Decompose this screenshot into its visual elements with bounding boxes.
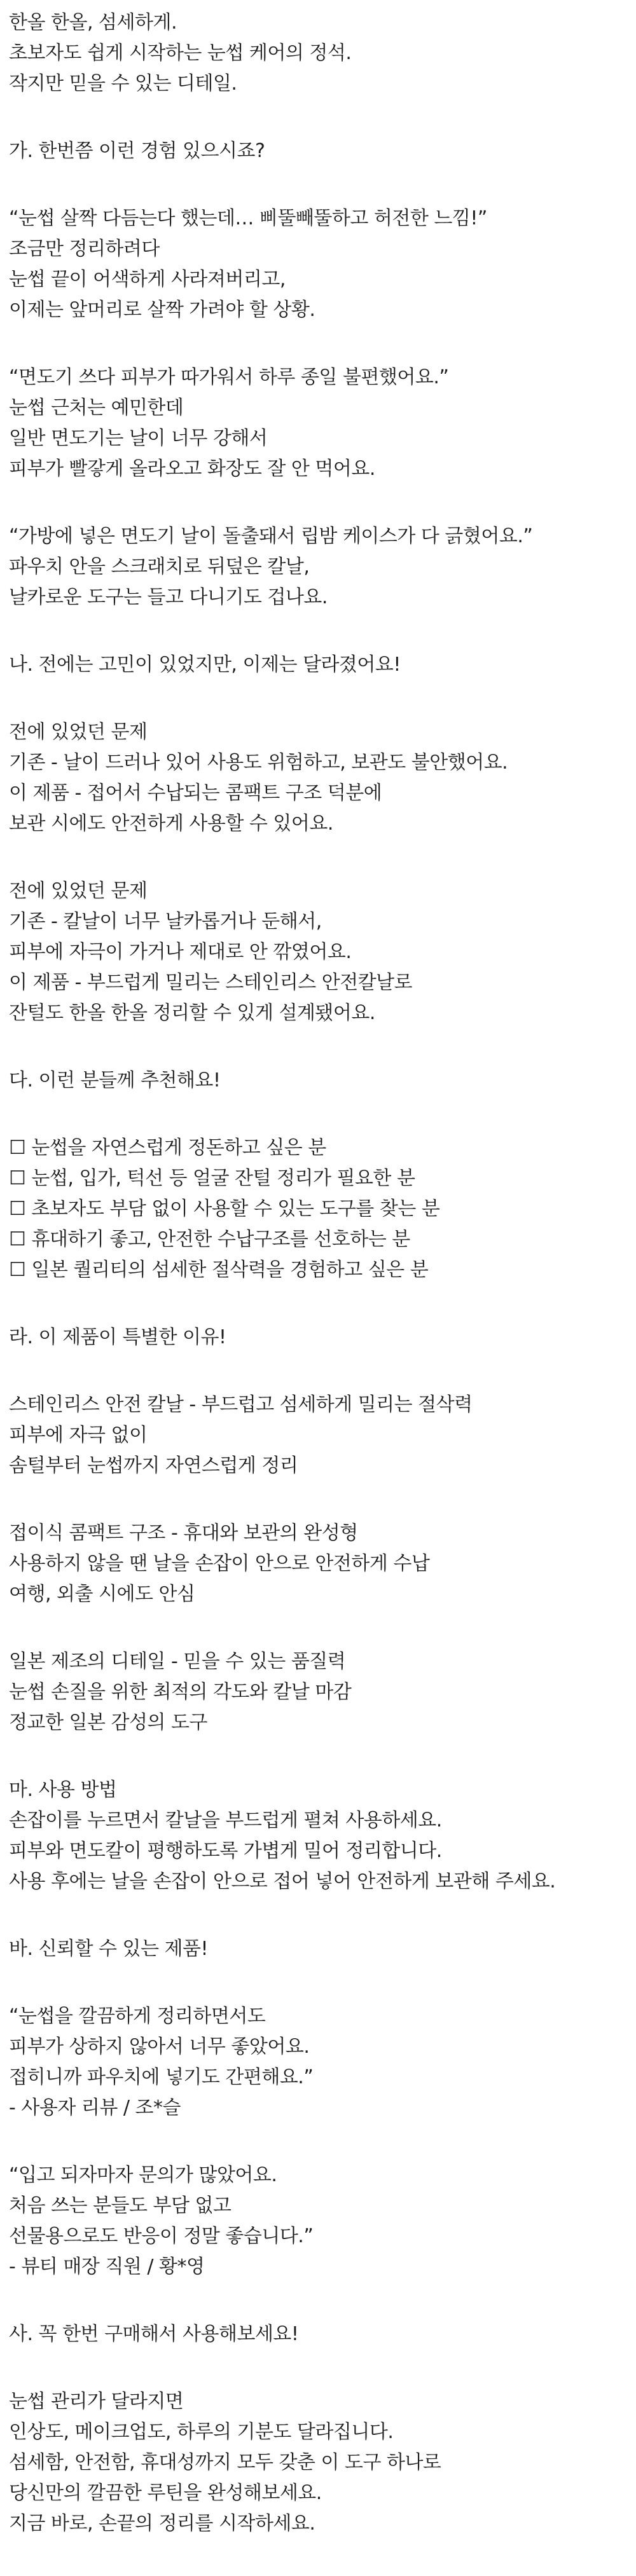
text-line: ☐ 눈썹을 자연스럽게 정돈하고 싶은 분: [9, 1137, 326, 1159]
text-line: 사용 후에는 날을 손잡이 안으로 접어 넣어 안전하게 보관해 주세요.: [9, 1870, 556, 1893]
text-line: “가방에 넣은 면도기 날이 돌출돼서 립밤 케이스가 다 긁혔어요.”: [9, 525, 533, 547]
text-section: [9, 717, 627, 839]
text-line: 피부와 면도칼이 평행하도록 가볍게 밀어 정리합니다.: [9, 1840, 442, 1862]
text-line: 일본 제조의 디테일 - 믿을 수 있는 품질력: [9, 1650, 346, 1673]
text-line: 당신만의 깔끔한 루틴을 완성해보세요.: [9, 2482, 322, 2504]
text-section: [9, 2319, 627, 2350]
text-section: [9, 2160, 627, 2282]
text-line: 눈썹 손질을 위한 최적의 각도와 칼날 마감: [9, 1681, 352, 1703]
text-line: 라. 이 제품이 특별한 이유!: [9, 1326, 226, 1348]
text-line: 피부가 빨갛게 올라오고 화장도 잘 안 먹어요.: [9, 458, 375, 480]
text-line: - 사용자 리뷰 / 조*슬: [9, 2097, 181, 2119]
text-line: 다. 이런 분들께 추천해요!: [9, 1069, 221, 1092]
text-line: 눈썹 끝이 어색하게 사라져버리고,: [9, 268, 286, 291]
text-line: 보관 시에도 안전하게 사용할 수 있어요.: [9, 812, 333, 835]
text-section: [9, 1065, 627, 1096]
text-line: 사용하지 않을 땐 날을 손잡이 안으로 안전하게 수납: [9, 1552, 430, 1575]
text-section: [9, 136, 627, 167]
text-line: 전에 있었던 문제: [9, 880, 148, 902]
text-line: 사. 꼭 한번 구매해서 사용해보세요!: [9, 2323, 299, 2345]
text-line: 나. 전에는 고민이 있었지만, 이제는 달라졌어요!: [9, 654, 401, 676]
text-line: 일반 면도기는 날이 너무 강해서: [9, 427, 268, 449]
text-line: 잔털도 한올 한올 정리할 수 있게 설계됐어요.: [9, 1002, 375, 1024]
text-line: 인상도, 메이크업도, 하루의 기분도 달라집니다.: [9, 2421, 394, 2443]
text-section: [9, 521, 627, 613]
text-section: [9, 1518, 627, 1610]
text-line: 이 제품 - 접어서 수납되는 콤팩트 구조 덕분에: [9, 782, 382, 804]
text-line: 솜털부터 눈썹까지 자연스럽게 정리: [9, 1455, 298, 1477]
text-line: 작지만 믿을 수 있는 디테일.: [9, 72, 237, 95]
text-line: 바. 신뢰할 수 있는 제품!: [9, 1938, 209, 1960]
text-section: [9, 362, 627, 484]
text-line: 피부가 상하지 않아서 너무 좋았어요.: [9, 2036, 310, 2058]
text-line: “입고 되자마자 문의가 많았어요.: [9, 2164, 277, 2186]
text-section: [9, 650, 627, 680]
text-line: - 뷰티 매장 직원 / 황*영: [9, 2256, 205, 2278]
text-line: 가. 한번쯤 이런 경험 있으시죠?: [9, 140, 265, 162]
text-line: “눈썹 살짝 다듬는다 했는데… 삐뚤빼뚤하고 허전한 느낌!”: [9, 207, 487, 230]
text-line: 접히니까 파우치에 넣기도 간편해요.”: [9, 2066, 314, 2088]
text-line: 정교한 일본 감성의 도구: [9, 1711, 207, 1734]
product-description-document: [9, 8, 627, 2576]
text-line: ☐ 휴대하기 좋고, 안전한 수납구조를 선호하는 분: [9, 1228, 410, 1250]
text-line: 눈썹 근처는 예민한데: [9, 397, 184, 419]
text-section: [9, 1390, 627, 1481]
text-section: [9, 1775, 627, 1897]
text-line: 눈썹 관리가 달라지면: [9, 2390, 184, 2413]
text-line: 스테인리스 안전 칼날 - 부드럽고 섬세하게 밀리는 절삭력: [9, 1394, 473, 1416]
text-line: 피부에 자극이 가거나 제대로 안 깎였어요.: [9, 941, 352, 963]
text-section: [9, 2001, 627, 2123]
text-line: 기존 - 날이 드러나 있어 사용도 위험하고, 보관도 불안했어요.: [9, 751, 508, 774]
text-line: 섬세함, 안전함, 휴대성까지 모두 갖춘 이 도구 하나로: [9, 2451, 441, 2474]
text-line: 이 제품 - 부드럽게 밀리는 스테인리스 안전칼날로: [9, 971, 413, 994]
text-line: “면도기 쓰다 피부가 따가워서 하루 종일 불편했어요.”: [9, 366, 449, 388]
text-line: 이제는 앞머리로 살짝 가려야 할 상황.: [9, 299, 315, 321]
text-line: 피부에 자극 없이: [9, 1424, 148, 1446]
text-line: 손잡이를 누르면서 칼날을 부드럽게 펼쳐 사용하세요.: [9, 1809, 442, 1832]
text-line: “눈썹을 깔끔하게 정리하면서도: [9, 2005, 266, 2027]
text-line: 파우치 안을 스크래치로 뒤덮은 칼날,: [9, 556, 310, 578]
text-line: ☐ 초보자도 부담 없이 사용할 수 있는 도구를 찾는 분: [9, 1198, 440, 1220]
text-line: 조금만 정리하려다: [9, 238, 160, 260]
text-section: [9, 203, 627, 325]
text-line: 마. 사용 방법: [9, 1779, 117, 1801]
text-section: [9, 1133, 627, 1285]
text-line: 선물용으로도 반응이 정말 좋습니다.”: [9, 2225, 314, 2247]
text-line: 접이식 콤팩트 구조 - 휴대와 보관의 완성형: [9, 1522, 358, 1544]
text-line: ☐ 눈썹, 입가, 턱선 등 얼굴 잔털 정리가 필요한 분: [9, 1167, 415, 1189]
text-section: [9, 8, 627, 99]
text-line: 초보자도 쉽게 시작하는 눈썹 케어의 정석.: [9, 42, 352, 64]
text-line: 여행, 외출 시에도 안심: [9, 1583, 195, 1605]
text-line: 한올 한올, 섬세하게.: [9, 11, 177, 34]
text-line: 기존 - 칼날이 너무 날카롭거나 둔해서,: [9, 910, 322, 933]
text-line: ☐ 일본 퀄리티의 섬세한 절삭력을 경험하고 싶은 분: [9, 1259, 429, 1281]
text-section: [9, 1647, 627, 1738]
text-section: [9, 1934, 627, 1964]
text-section: [9, 2387, 627, 2539]
text-line: 날카로운 도구는 들고 다니기도 겁나요.: [9, 586, 328, 608]
text-line: 처음 쓰는 분들도 부담 없고: [9, 2195, 232, 2217]
text-section: [9, 876, 627, 1029]
text-section: [9, 1322, 627, 1353]
text-line: 전에 있었던 문제: [9, 721, 148, 743]
text-line: 지금 바로, 손끝의 정리를 시작하세요.: [9, 2512, 315, 2535]
